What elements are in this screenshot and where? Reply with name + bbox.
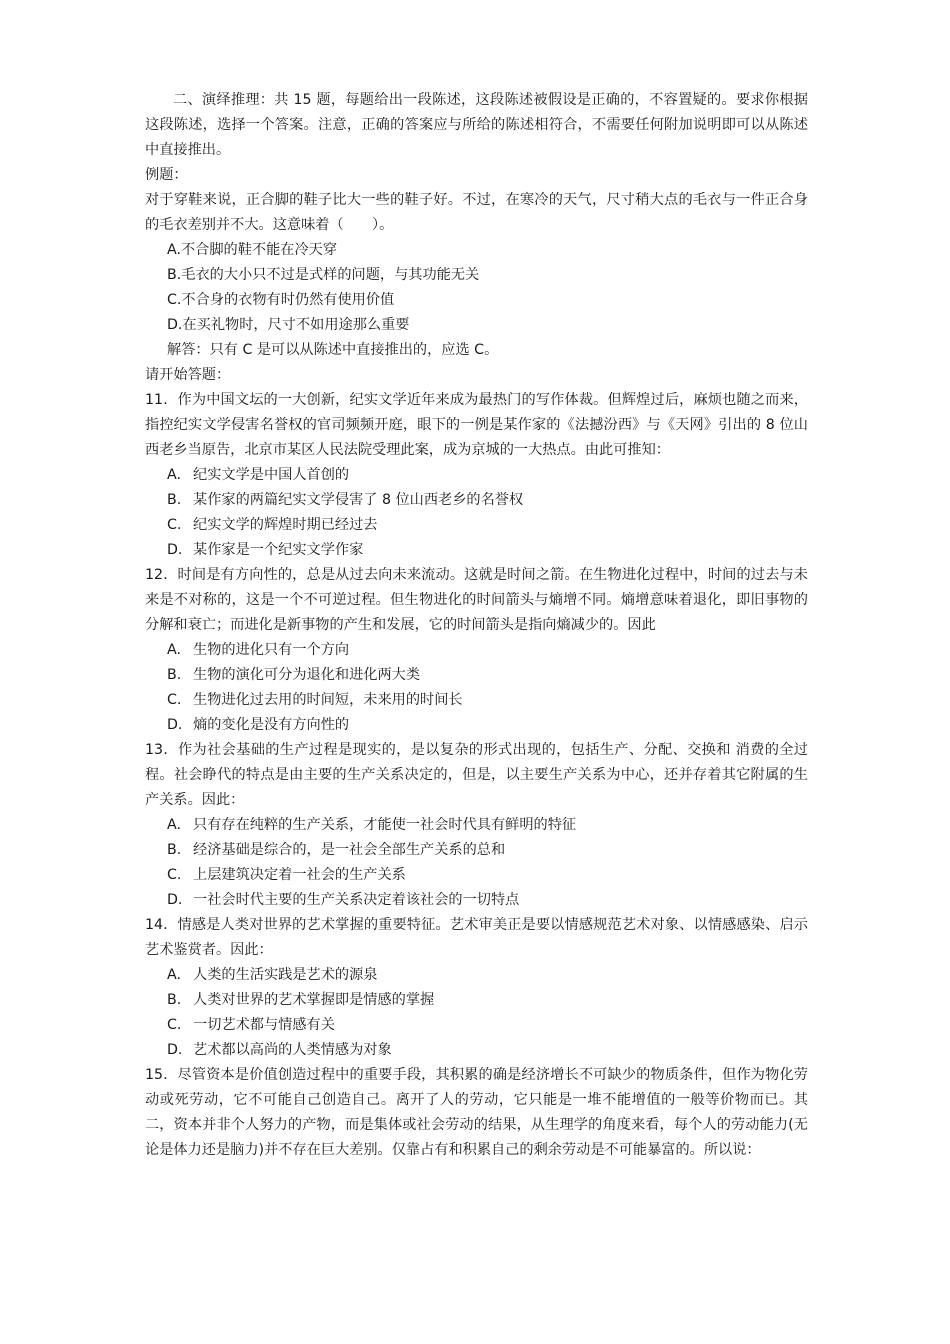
option-text: 纪实文学的辉煌时期已经过去 <box>193 517 378 533</box>
option-text: 毛衣的大小只不过是式样的问题，与其功能无关 <box>181 267 480 283</box>
option-label: D. <box>167 717 183 733</box>
question-13-stem: 13．作为社会基础的生产过程是现实的，是以复杂的形式出现的，包括生产、分配、交换和 消费的全过程。社会睁代的特点是由主要的生产关系决定的，但是，以主要生产关系为中心，还并存着其它附属的生产关系。因此： <box>145 742 808 808</box>
option-text: 经济基础是综合的，是一社会全部生产关系的总和 <box>193 842 506 858</box>
question-14-option-b <box>145 988 808 1013</box>
option-text: 艺术都以高尚的人类情感为对象 <box>193 1042 392 1058</box>
option-text: 某作家的两篇纪实文学侵害了 8 位山西老乡的名誉权 <box>193 492 524 508</box>
option-text: 上层建筑决定着一社会的生产关系 <box>193 867 406 883</box>
example-option-d <box>145 313 808 338</box>
option-label: C. <box>167 867 182 883</box>
option-label: B. <box>167 267 182 283</box>
option-text: 一社会时代主要的生产关系决定着该社会的一切特点 <box>193 892 520 908</box>
question-12-option-d <box>145 713 808 738</box>
example-label: 例题： <box>145 167 188 183</box>
question-11-option-b <box>145 488 808 513</box>
option-text: 熵的变化是没有方向性的 <box>193 717 350 733</box>
option-label: A. <box>167 967 181 983</box>
option-text: 一切艺术都与情感有关 <box>193 1017 335 1033</box>
option-label: D. <box>167 892 183 908</box>
option-label: A. <box>167 642 181 658</box>
option-text: 生物进化过去用的时间短，未来用的时间长 <box>193 692 463 708</box>
option-text: 生物的演化可分为退化和进化两大类 <box>193 667 421 683</box>
option-label: B. <box>167 667 182 683</box>
question-11-option-a <box>145 463 808 488</box>
example-option-c <box>145 288 808 313</box>
option-text: 生物的进化只有一个方向 <box>193 642 350 658</box>
question-11-option-c <box>145 513 808 538</box>
option-label: D. <box>167 542 183 558</box>
option-label: C. <box>167 1017 182 1033</box>
option-label: D. <box>167 1042 183 1058</box>
example-answer: 解答：只有 C 是可以从陈述中直接推出的，应选 C。 <box>167 342 499 358</box>
option-label: D. <box>167 317 183 333</box>
question-12-option-c <box>145 688 808 713</box>
option-text: 人类对世界的艺术掌握即是情感的掌握 <box>193 992 435 1008</box>
option-label: A. <box>167 817 181 833</box>
option-label: B. <box>167 492 182 508</box>
option-text: 只有存在纯粹的生产关系，才能使一社会时代具有鲜明的特征 <box>193 817 577 833</box>
option-label: C. <box>167 292 182 308</box>
question-11-option-d <box>145 538 808 563</box>
question-12-option-a <box>145 638 808 663</box>
option-text: 纪实文学是中国人首创的 <box>193 467 350 483</box>
question-13-option-b <box>145 838 808 863</box>
question-14-option-c <box>145 1013 808 1038</box>
question-14-option-d <box>145 1038 808 1063</box>
option-text: 某作家是一个纪实文学作家 <box>193 542 364 558</box>
example-stem: 对于穿鞋来说，正合脚的鞋子比大一些的鞋子好。不过，在寒冷的天气，尺寸稍大点的毛衣与一件正合身的毛衣差别并不大。这意味着（ ）。 <box>145 192 808 233</box>
question-12-stem: 12．时间是有方向性的，总是从过去向未来流动。这就是时间之箭。在生物进化过程中，时间的过去与未来是不对称的，这是一个不可逆过程。但生物进化的时间箭头与熵增不同。熵增意味着退化，即旧事物的分解和衰亡；而进化是新事物的产生和发展，它的时间箭头是指向熵减少的。因此 <box>145 567 808 633</box>
example-option-a <box>145 238 808 263</box>
option-text: 不合脚的鞋不能在冷天穿 <box>180 242 338 258</box>
option-text: 不合身的衣物有时仍然有使用价值 <box>181 292 395 308</box>
question-15-stem: 15．尽管资本是价值创造过程中的重要手段，其积累的确是经济增长不可缺少的物质条件，但作为物化劳动或死劳动，它不可能自己创造自己。离开了人的劳动，它只能是一堆不能增值的一般等价物而已。其二，资本并非个人努力的产物，而是集体或社会劳动的结果，从生理学的角度来看，每个人的劳动能力(无论是体力还是脑力)并不存在巨大差别。仅靠占有和积累自己的剩余劳动是不可能暴富的。所以说： <box>145 1067 808 1158</box>
question-14-stem: 14．情感是人类对世界的艺术掌握的重要特征。艺术审美正是要以情感规范艺术对象、以情感感染、启示艺术鉴赏者。因此： <box>145 917 808 958</box>
question-13-option-d <box>145 888 808 913</box>
example-option-b <box>145 263 808 288</box>
section-intro: 二、演绎推理：共 15 题，每题给出一段陈述，这段陈述被假设是正确的，不容置疑的。要求你根据这段陈述，选择一个答案。注意，正确的答案应与所给的陈述相符合，不需要任何附加说明即可以从陈述中直接推出。 <box>145 92 808 158</box>
option-label: C. <box>167 692 182 708</box>
exam-page <box>145 88 808 1163</box>
question-13-option-c <box>145 863 808 888</box>
option-text: 在买礼物时，尺寸不如用途那么重要 <box>182 317 410 333</box>
option-label: A. <box>167 467 181 483</box>
option-text: 人类的生活实践是艺术的源泉 <box>193 967 378 983</box>
option-label: B. <box>167 992 182 1008</box>
option-label: A. <box>167 242 181 258</box>
question-14-option-a <box>145 963 808 988</box>
option-label: B. <box>167 842 182 858</box>
question-13-option-a <box>145 813 808 838</box>
question-11-stem: 11．作为中国文坛的一大创新，纪实文学近年来成为最热门的写作体裁。但辉煌过后，麻烦也随之而来，指控纪实文学侵害名誉权的官司频频开庭，眼下的一例是某作家的《法撼汾西》与《天网》引出的 8 位山西老乡当原告，北京市某区人民法院受理此案，成为京城的一大热点。由此可推知： <box>145 392 808 458</box>
option-label: C. <box>167 517 182 533</box>
question-12-option-b <box>145 663 808 688</box>
start-label: 请开始答题： <box>145 367 231 383</box>
